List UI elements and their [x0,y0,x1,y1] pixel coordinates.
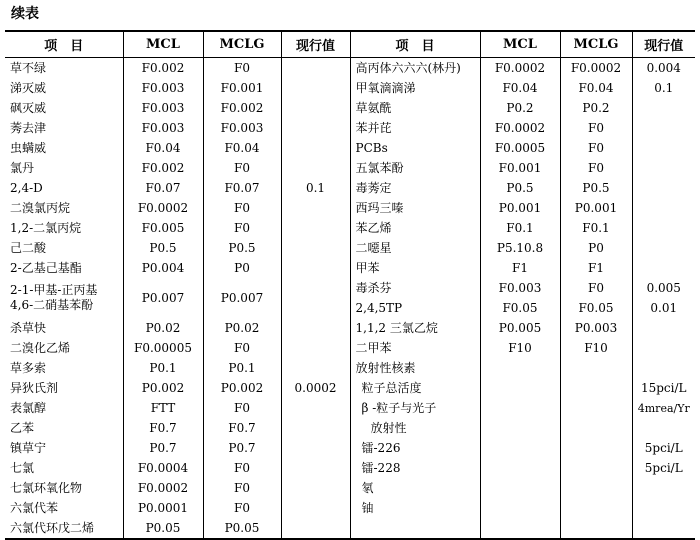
cell-mcl-left: P0.7 [123,438,203,458]
table-row [5,458,695,478]
header-mcl-right: MCL [480,31,560,58]
cell-mclg-left: F0.003 [203,118,281,138]
cell-item-right: 氡 [350,478,480,498]
cell-current-left [281,158,350,178]
cell-mclg-right: P0.5 [560,178,632,198]
cell-item-left: 乙苯 [10,420,35,435]
cell-mcl-left: F0.00005 [123,338,203,358]
cell-current-left [281,458,350,478]
cell-item-right: 毒杀芬 [350,278,480,298]
cell-item-right: 1,1,2 三氯乙烷 [350,318,480,338]
cell-mclg-left: P0.007 [203,278,281,318]
cell-item-left: 莠去津 [10,120,47,135]
cell-mclg-right [560,378,632,398]
cell-item-left: 己二酸 [10,240,47,255]
cell-current-left [281,118,350,138]
cell-mclg-right: P0.2 [560,98,632,118]
table-row [5,418,695,438]
cell-mclg-right: P0.003 [560,318,632,338]
cell-mclg-right [560,398,632,418]
cell-current-right [632,498,695,518]
cell-mclg-left: F0 [203,478,281,498]
cell-current-right: 5pci/L [632,458,695,478]
table-row [5,278,695,298]
cell-mcl-right: P0.001 [480,198,560,218]
cell-mclg-left: F0 [203,218,281,238]
header-row [5,31,695,58]
cell-current-right [632,118,695,138]
cell-mcl-right [480,478,560,498]
table-row [5,118,695,138]
cell-current-right [632,478,695,498]
cell-mclg-right: F1 [560,258,632,278]
cell-current-right [632,218,695,238]
cell-mcl-left: F0.7 [123,418,203,438]
cell-mclg-right: F0.04 [560,78,632,98]
cell-current-left [281,58,350,79]
cell-current-left [281,338,350,358]
standards-table [5,30,695,540]
cell-mclg-left: F0.04 [203,138,281,158]
cell-mcl-right [480,438,560,458]
cell-current-right: 0.01 [632,298,695,318]
cell-mcl-left: F0.002 [123,58,203,79]
header-mclg-right: MCLG [560,31,632,58]
cell-current-right [632,198,695,218]
cell-mclg-right: F0 [560,118,632,138]
cell-mcl-right [480,458,560,478]
cell-mclg-right: F0 [560,138,632,158]
cell-mcl-left: F0.04 [123,138,203,158]
cell-mcl-right: F0.001 [480,158,560,178]
cell-mcl-right [480,518,560,539]
cell-mclg-right [560,518,632,539]
cell-item-left: 七氯环氧化物 [10,480,83,495]
table-row [5,98,695,118]
cell-item-right: 放射性 [350,418,480,438]
cell-item-right: 高丙体六六六(林丹) [350,58,480,79]
table-row [5,178,695,198]
header-current-right: 现行值 [632,31,695,58]
table-row [5,338,695,358]
cell-item-right: 苯乙烯 [350,218,480,238]
cell-item-left: 2-乙基己基酯 [10,260,82,275]
cell-item-left: 七氯 [10,460,35,475]
cell-mclg-left: P0.05 [203,518,281,539]
cell-item-left: 砜灭威 [10,100,47,115]
cell-current-left [281,518,350,539]
cell-current-left [281,498,350,518]
cell-mclg-left: P0 [203,258,281,278]
cell-mclg-right [560,358,632,378]
cell-mcl-right: F10 [480,338,560,358]
table-row [5,478,695,498]
cell-current-right [632,338,695,358]
cell-current-right [632,178,695,198]
cell-mcl-left: P0.02 [123,318,203,338]
table-row [5,78,695,98]
cell-mclg-right: F0 [560,278,632,298]
cell-current-left [281,98,350,118]
cell-mcl-left: P0.004 [123,258,203,278]
cell-mclg-left: P0.1 [203,358,281,378]
table-row [5,358,695,378]
cell-mcl-left: F0.0002 [123,478,203,498]
cell-mcl-left: F0.003 [123,98,203,118]
cell-item-left: 六氯代苯 [10,500,59,515]
cell-current-right [632,258,695,278]
cell-mclg-right: F0.0002 [560,58,632,79]
cell-item-left: 虫螨威 [10,140,47,155]
cell-mclg-left: F0 [203,198,281,218]
cell-mcl-right: F0.0002 [480,58,560,79]
cell-item-right: 放射性核素 [350,358,480,378]
cell-mclg-right: F0 [560,158,632,178]
cell-mcl-left: F0.003 [123,118,203,138]
cell-item-right: β -粒子与光子 [350,398,480,418]
table-row [5,238,695,258]
cell-current-left: 0.1 [281,178,350,198]
header-current-left: 现行值 [281,31,350,58]
cell-item-right: 二甲苯 [350,338,480,358]
cell-current-right [632,518,695,539]
cell-item-right: PCBs [350,138,480,158]
cell-item-left: 2-1-甲基-正丙基 4,6-二硝基苯酚 [10,283,98,312]
cell-item-left: 2,4-D [10,180,43,195]
cell-item-right: 镭-226 [350,438,480,458]
cell-item-right: 西玛三嗪 [350,198,480,218]
cell-mcl-right: F1 [480,258,560,278]
cell-mcl-left: F0.003 [123,78,203,98]
cell-current-right: 0.1 [632,78,695,98]
cell-mcl-left: F0.07 [123,178,203,198]
cell-mclg-left: P0.002 [203,378,281,398]
cell-item-left: 草多索 [10,360,47,375]
cell-mcl-left: P0.1 [123,358,203,378]
table-row [5,498,695,518]
cell-item-right: 五氯苯酚 [350,158,480,178]
cell-mclg-right: P0.001 [560,198,632,218]
cell-item-right: 二噁星 [350,238,480,258]
cell-item-left: 六氯代环戊二烯 [5,518,123,539]
cell-mcl-right [480,358,560,378]
cell-current-left [281,78,350,98]
cell-current-left [281,278,350,318]
header-mclg-left: MCLG [203,31,281,58]
header-mcl-left: MCL [123,31,203,58]
cell-current-right: 15pci/L [632,378,695,398]
table-row [5,198,695,218]
cell-item-right: 铀 [350,498,480,518]
cell-mclg-right [560,498,632,518]
cell-item-right: 镭-228 [350,458,480,478]
cell-mclg-right [560,478,632,498]
cell-item-left: 涕灭威 [10,80,47,95]
cell-mclg-left: F0 [203,158,281,178]
cell-current-left [281,438,350,458]
cell-mcl-right: F0.05 [480,298,560,318]
cell-mcl-right [480,398,560,418]
table-row [5,218,695,238]
cell-item-right: 2,4,5TP [350,298,480,318]
table-row [5,158,695,178]
cell-mclg-right [560,418,632,438]
cell-mcl-right [480,418,560,438]
cell-mcl-left: F0.005 [123,218,203,238]
cell-current-left [281,198,350,218]
table-row [5,138,695,158]
cell-mcl-left: P0.007 [123,278,203,318]
table-row [5,398,695,418]
cell-current-left [281,218,350,238]
cell-mclg-right: F0.1 [560,218,632,238]
cell-mclg-left: F0 [203,458,281,478]
cell-current-left [281,258,350,278]
cell-mclg-left: F0 [203,398,281,418]
cell-current-right [632,238,695,258]
table-row [5,518,695,539]
cell-mclg-right [560,458,632,478]
cell-current-left [281,478,350,498]
cell-current-right [632,138,695,158]
cell-mcl-right: F0.0002 [480,118,560,138]
cell-item-left: 氯丹 [10,160,35,175]
table-row [5,318,695,338]
cell-mcl-right: P0.005 [480,318,560,338]
cell-mclg-left: F0.001 [203,78,281,98]
cell-mclg-left: P0.7 [203,438,281,458]
cell-item-left: 杀草快 [10,320,47,335]
cell-current-right [632,318,695,338]
cell-item-right: 草氨酰 [350,98,480,118]
cell-current-right: 0.004 [632,58,695,79]
cell-mcl-left: P0.0001 [123,498,203,518]
cell-current-right: 5pci/L [632,438,695,458]
cell-current-left [281,138,350,158]
cell-item-left: 镇草宁 [10,440,47,455]
cell-current-left [281,318,350,338]
cell-mclg-left: F0.7 [203,418,281,438]
cell-mclg-left: F0.07 [203,178,281,198]
cell-current-left [281,418,350,438]
cell-mcl-left: P0.05 [123,518,203,539]
cell-mclg-right: F0.05 [560,298,632,318]
cell-mclg-right: P0 [560,238,632,258]
cell-mcl-right [480,378,560,398]
cell-current-right [632,418,695,438]
header-item-right: 项 目 [350,31,480,58]
cell-item-left: 二溴化乙烯 [10,340,71,355]
cell-current-right: 4mrea/Yr [632,398,695,418]
cell-current-left [281,358,350,378]
cell-mclg-right [560,438,632,458]
cell-mcl-left: F0.0004 [123,458,203,478]
cell-mclg-left: P0.02 [203,318,281,338]
cell-mclg-left: F0 [203,498,281,518]
cell-mcl-left: F0.002 [123,158,203,178]
table-row [5,438,695,458]
cell-mcl-right: P0.2 [480,98,560,118]
cell-mcl-left: FTT [123,398,203,418]
cell-current-right [632,158,695,178]
table-row [5,258,695,278]
cell-current-left [281,238,350,258]
cell-item-left: 异狄氏剂 [10,380,59,395]
cell-current-right [632,358,695,378]
cell-mcl-right: F0.04 [480,78,560,98]
table-caption: 续表 [11,6,39,22]
cell-mcl-left: P0.002 [123,378,203,398]
cell-mcl-right: F0.1 [480,218,560,238]
cell-current-left [281,398,350,418]
cell-item-left: 表氯醇 [10,400,47,415]
cell-item-right: 粒子总活度 [350,378,480,398]
cell-mcl-right [480,498,560,518]
cell-item-right [350,518,480,539]
cell-current-right [632,98,695,118]
cell-mclg-left: F0 [203,58,281,79]
cell-item-left: 1,2-二氯丙烷 [10,220,82,235]
table-row [5,378,695,398]
cell-item-right: 苯并芘 [350,118,480,138]
cell-current-left: 0.0002 [281,378,350,398]
cell-item-right: 甲苯 [350,258,480,278]
cell-mclg-left: P0.5 [203,238,281,258]
cell-item-left: 二溴氯丙烷 [10,200,71,215]
cell-mcl-left: P0.5 [123,238,203,258]
cell-mclg-left: F0 [203,338,281,358]
cell-mcl-right: P0.5 [480,178,560,198]
cell-item-right: 甲氧滴滴涕 [350,78,480,98]
cell-mclg-right: F10 [560,338,632,358]
cell-item-right: 毒莠定 [350,178,480,198]
cell-mcl-right: F0.003 [480,278,560,298]
header-item-left: 项 目 [5,31,123,58]
cell-current-right: 0.005 [632,278,695,298]
cell-mcl-right: F0.0005 [480,138,560,158]
cell-mclg-left: F0.002 [203,98,281,118]
cell-item-left: 草不绿 [10,60,47,75]
table-row [5,58,695,79]
cell-mcl-right: P5.10.8 [480,238,560,258]
cell-mcl-left: F0.0002 [123,198,203,218]
